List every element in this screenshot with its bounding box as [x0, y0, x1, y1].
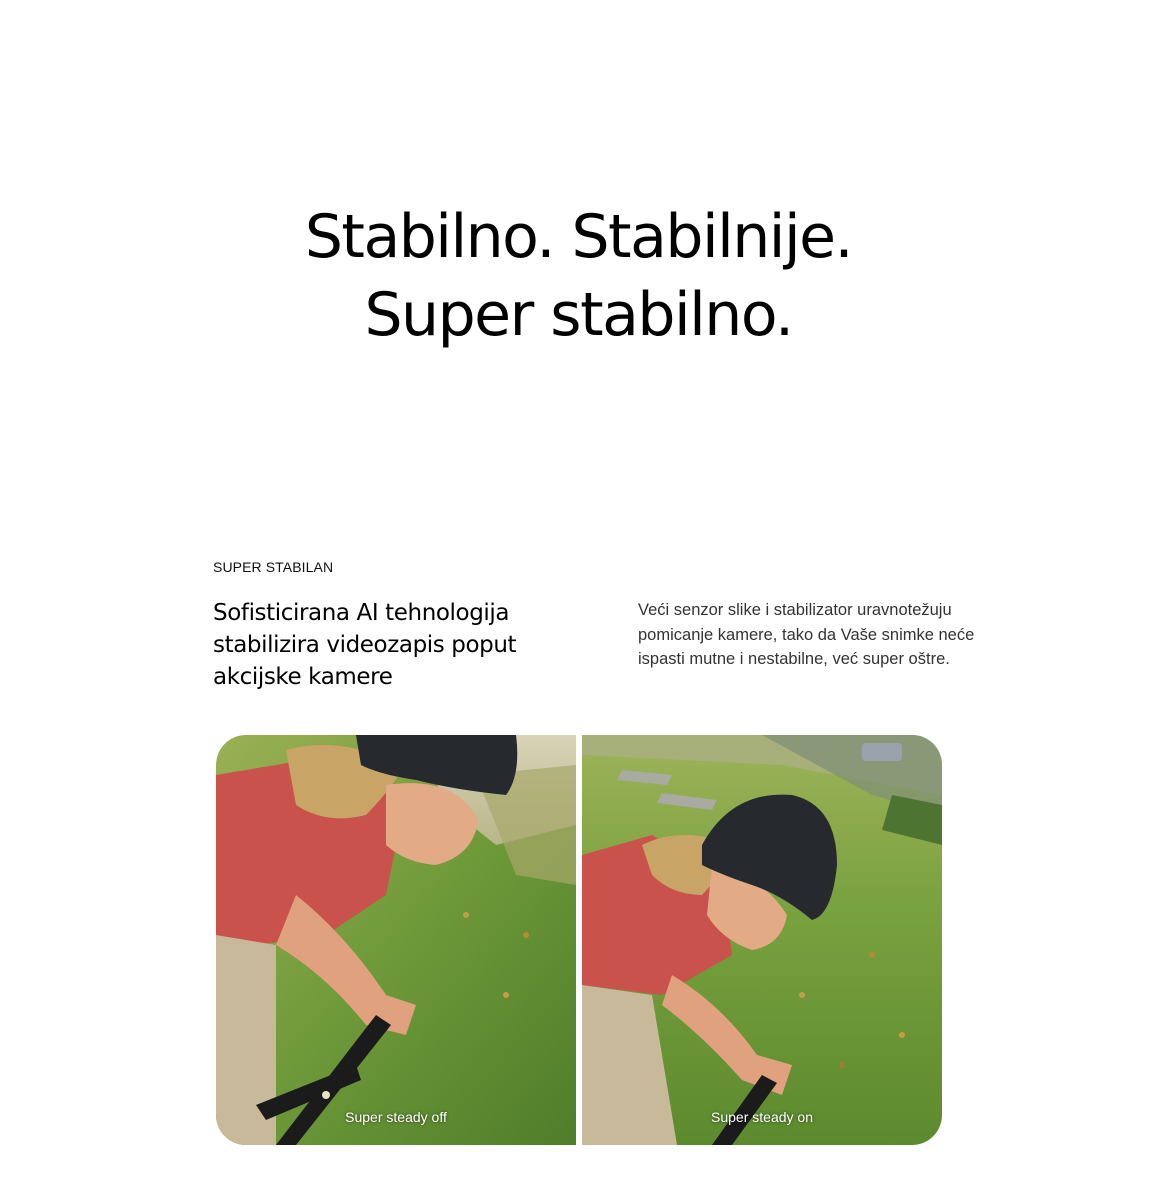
hero-headline-line-1: Stabilno. Stabilnije.: [304, 202, 853, 272]
hero-headline-line-2: Super stabilno.: [364, 280, 793, 350]
hero-headline: [0, 198, 1157, 354]
caption-super-steady-on: Super steady on: [711, 1109, 813, 1125]
stabilization-comparison: [216, 735, 942, 1145]
caption-super-steady-off: Super steady off: [345, 1109, 447, 1125]
comparison-image-on: [582, 735, 942, 1145]
feature-title: Sofisticirana AI tehnologija stabilizira videozapis poput akcijske kamere: [213, 600, 517, 690]
feature-description: Veći senzor slike i stabilizator uravnotežuju pomicanje kamere, tako da Vaše snimke neće ispasti mutne i nestabilne, već super oštre.: [638, 601, 975, 668]
rider-photo-on: [582, 735, 942, 1145]
feature-eyebrow: SUPER STABILAN: [213, 559, 334, 575]
rider-photo-off: [216, 735, 576, 1145]
comparison-image-off: [216, 735, 576, 1145]
